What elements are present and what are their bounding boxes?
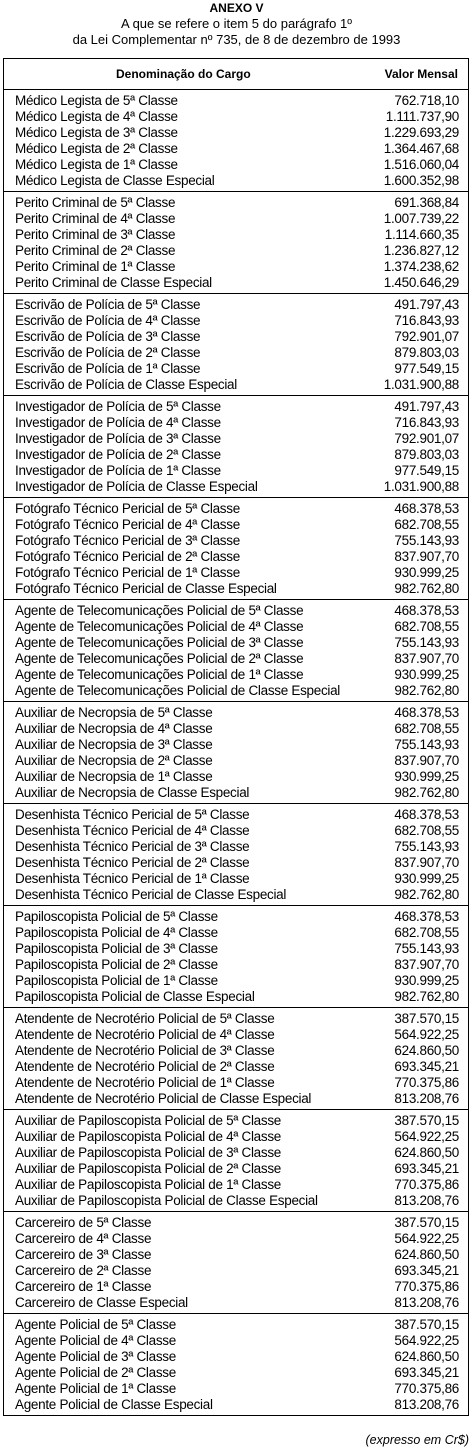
table-row	[4, 377, 468, 393]
job-title: Atendente de Necrotério Policial de 5ª Classe	[15, 1011, 275, 1026]
job-title: Perito Criminal de 4ª Classe	[15, 211, 176, 226]
table-row	[4, 173, 468, 189]
job-title: Fotógrafo Técnico Pericial de 5ª Classe	[15, 501, 240, 516]
monthly-value: 1.007.739,22	[383, 211, 459, 226]
monthly-value: 879.803,03	[394, 447, 459, 462]
job-title: Fotógrafo Técnico Pericial de 1ª Classe	[15, 565, 240, 580]
job-group	[4, 294, 468, 396]
table-row	[4, 1075, 468, 1091]
table-row	[4, 973, 468, 989]
job-title: Escrivão de Polícia de 3ª Classe	[15, 329, 201, 344]
monthly-value: 792.901,07	[394, 329, 459, 344]
monthly-value: 930.999,25	[394, 769, 459, 784]
job-title: Médico Legista de 5ª Classe	[15, 93, 178, 108]
table-row	[4, 941, 468, 957]
job-group	[4, 1110, 468, 1212]
monthly-value: 1.364.467,68	[383, 141, 459, 156]
job-title: Investigador de Polícia de 5ª Classe	[15, 399, 221, 414]
job-title: Escrivão de Polícia de 5ª Classe	[15, 297, 201, 312]
job-title: Agente de Telecomunicações Policial de 2ª Classe	[15, 651, 304, 666]
job-title: Agente de Telecomunicações Policial de Classe Especial	[15, 683, 340, 698]
table-row	[4, 1011, 468, 1027]
job-title: Agente de Telecomunicações Policial de 4ª Classe	[15, 619, 304, 634]
monthly-value: 755.143,93	[394, 839, 459, 854]
table-row	[4, 1091, 468, 1107]
monthly-value: 491.797,43	[394, 297, 459, 312]
monthly-value: 982.762,80	[394, 683, 459, 698]
job-group	[4, 804, 468, 906]
table-row	[4, 243, 468, 259]
table-row	[4, 109, 468, 125]
column-header-monthly-value: Valor Mensal	[384, 67, 458, 81]
job-title: Auxiliar de Papiloscopista Policial de 3ª Classe	[15, 1145, 281, 1160]
table-row	[4, 275, 468, 291]
job-title: Auxiliar de Necropsia de 5ª Classe	[15, 705, 213, 720]
monthly-value: 682.708,55	[394, 721, 459, 736]
job-title: Médico Legista de 4ª Classe	[15, 109, 178, 124]
table-row	[4, 1333, 468, 1349]
monthly-value: 792.901,07	[394, 431, 459, 446]
table-row	[4, 1027, 468, 1043]
job-title: Carcereiro de 4ª Classe	[15, 1231, 152, 1246]
monthly-value: 755.143,93	[394, 737, 459, 752]
job-title: Investigador de Polícia de Classe Especial	[15, 479, 258, 494]
job-title: Auxiliar de Necropsia de Classe Especial	[15, 785, 250, 800]
monthly-value: 837.907,70	[394, 753, 459, 768]
monthly-value: 930.999,25	[394, 871, 459, 886]
table-row	[4, 839, 468, 855]
job-title: Médico Legista de 2ª Classe	[15, 141, 178, 156]
table-row	[4, 345, 468, 361]
monthly-value: 930.999,25	[394, 667, 459, 682]
monthly-value: 564.922,25	[394, 1027, 459, 1042]
table-row	[4, 415, 468, 431]
table-row	[4, 141, 468, 157]
table-row	[4, 1247, 468, 1263]
monthly-value: 693.345,21	[394, 1263, 459, 1278]
table-row	[4, 705, 468, 721]
job-title: Agente Policial de 4ª Classe	[15, 1333, 176, 1348]
table-row	[4, 565, 468, 581]
table-row	[4, 329, 468, 345]
table-row	[4, 211, 468, 227]
job-title: Desenhista Técnico Pericial de 2ª Classe	[15, 855, 250, 870]
table-row	[4, 447, 468, 463]
table-row	[4, 1043, 468, 1059]
monthly-value: 682.708,55	[394, 619, 459, 634]
table-row	[4, 1145, 468, 1161]
monthly-value: 716.843,93	[394, 415, 459, 430]
table-row	[4, 1177, 468, 1193]
job-title: Auxiliar de Papiloscopista Policial de 4ª Classe	[15, 1129, 281, 1144]
monthly-value: 1.031.900,88	[383, 377, 459, 392]
monthly-value: 755.143,93	[394, 941, 459, 956]
table-row	[4, 313, 468, 329]
monthly-value: 977.549,15	[394, 361, 459, 376]
table-body	[4, 90, 468, 1416]
table-row	[4, 619, 468, 635]
annex-reference-line-1: A que se refere o item 5 do parágrafo 1º	[121, 16, 352, 31]
job-title: Carcereiro de Classe Especial	[15, 1295, 188, 1310]
monthly-value: 1.516.060,04	[383, 157, 459, 172]
job-title: Fotógrafo Técnico Pericial de 3ª Classe	[15, 533, 240, 548]
job-title: Agente Policial de 5ª Classe	[15, 1317, 176, 1332]
table-row	[4, 1279, 468, 1295]
monthly-value: 1.374.238,62	[383, 259, 459, 274]
job-title: Investigador de Polícia de 3ª Classe	[15, 431, 221, 446]
job-title: Desenhista Técnico Pericial de 4ª Classe	[15, 823, 250, 838]
monthly-value: 982.762,80	[394, 989, 459, 1004]
table-row	[4, 871, 468, 887]
table-row	[4, 581, 468, 597]
table-row	[4, 125, 468, 141]
job-title: Papiloscopista Policial de 3ª Classe	[15, 941, 218, 956]
job-title: Desenhista Técnico Pericial de 5ª Classe	[15, 807, 250, 822]
table-row	[4, 227, 468, 243]
job-group	[4, 1008, 468, 1110]
table-row	[4, 1397, 468, 1413]
monthly-value: 624.860,50	[394, 1349, 459, 1364]
job-title: Carcereiro de 2ª Classe	[15, 1263, 152, 1278]
table-row	[4, 1113, 468, 1129]
job-title: Atendente de Necrotério Policial de 2ª Classe	[15, 1059, 275, 1074]
monthly-value: 691.368,84	[394, 195, 459, 210]
table-row	[4, 1215, 468, 1231]
job-title: Médico Legista de 1ª Classe	[15, 157, 178, 172]
monthly-value: 770.375,86	[394, 1279, 459, 1294]
monthly-value: 1.450.646,29	[383, 275, 459, 290]
monthly-value: 564.922,25	[394, 1231, 459, 1246]
table-row	[4, 297, 468, 313]
table-row	[4, 721, 468, 737]
monthly-value: 837.907,70	[394, 957, 459, 972]
monthly-value: 982.762,80	[394, 581, 459, 596]
monthly-value: 762.718,10	[394, 93, 459, 108]
job-title: Agente de Telecomunicações Policial de 1ª Classe	[15, 667, 304, 682]
job-title: Papiloscopista Policial de Classe Especial	[15, 989, 255, 1004]
job-group	[4, 396, 468, 498]
monthly-value: 1.031.900,88	[383, 479, 459, 494]
monthly-value: 468.378,53	[394, 909, 459, 924]
table-row	[4, 855, 468, 871]
job-title: Investigador de Polícia de 4ª Classe	[15, 415, 221, 430]
table-row	[4, 517, 468, 533]
monthly-value: 693.345,21	[394, 1365, 459, 1380]
job-group	[4, 1314, 468, 1416]
monthly-value: 624.860,50	[394, 1145, 459, 1160]
table-row	[4, 157, 468, 173]
monthly-value: 813.208,76	[394, 1397, 459, 1412]
table-row	[4, 1263, 468, 1279]
job-group	[4, 600, 468, 702]
job-title: Carcereiro de 1ª Classe	[15, 1279, 152, 1294]
table-row	[4, 753, 468, 769]
job-title: Investigador de Polícia de 2ª Classe	[15, 447, 221, 462]
table-row	[4, 195, 468, 211]
monthly-value: 982.762,80	[394, 887, 459, 902]
monthly-value: 624.860,50	[394, 1247, 459, 1262]
table-row	[4, 737, 468, 753]
job-title: Perito Criminal de 5ª Classe	[15, 195, 176, 210]
table-row	[4, 1161, 468, 1177]
job-title: Fotógrafo Técnico Pericial de 4ª Classe	[15, 517, 240, 532]
job-title: Auxiliar de Papiloscopista Policial de Classe Especial	[15, 1193, 318, 1208]
table-row	[4, 1193, 468, 1209]
monthly-value: 930.999,25	[394, 973, 459, 988]
table-row	[4, 1295, 468, 1311]
job-title: Fotógrafo Técnico Pericial de Classe Especial	[15, 581, 277, 596]
table-row	[4, 651, 468, 667]
monthly-value: 387.570,15	[394, 1113, 459, 1128]
job-title: Agente Policial de 3ª Classe	[15, 1349, 176, 1364]
monthly-value: 693.345,21	[394, 1161, 459, 1176]
table-row	[4, 399, 468, 415]
job-title: Desenhista Técnico Pericial de 3ª Classe	[15, 839, 250, 854]
document-header	[0, 0, 473, 48]
monthly-value: 770.375,86	[394, 1177, 459, 1192]
job-group	[4, 906, 468, 1008]
table-row	[4, 1059, 468, 1075]
monthly-value: 813.208,76	[394, 1193, 459, 1208]
monthly-value: 1.600.352,98	[383, 173, 459, 188]
currency-footnote: (expresso em Cr$)	[365, 1433, 469, 1447]
monthly-value: 1.229.693,29	[383, 125, 459, 140]
table-row	[4, 769, 468, 785]
monthly-value: 813.208,76	[394, 1295, 459, 1310]
table-row	[4, 361, 468, 377]
monthly-value: 1.114.660,35	[384, 227, 459, 242]
job-title: Carcereiro de 5ª Classe	[15, 1215, 152, 1230]
table-header	[4, 59, 468, 90]
job-title: Atendente de Necrotério Policial de 3ª Classe	[15, 1043, 275, 1058]
monthly-value: 837.907,70	[394, 855, 459, 870]
job-title: Papiloscopista Policial de 5ª Classe	[15, 909, 218, 924]
table-row	[4, 533, 468, 549]
salary-table	[3, 58, 469, 1416]
table-row	[4, 259, 468, 275]
job-title: Auxiliar de Necropsia de 3ª Classe	[15, 737, 213, 752]
job-title: Agente de Telecomunicações Policial de 5ª Classe	[15, 603, 304, 618]
job-title: Perito Criminal de 1ª Classe	[15, 259, 176, 274]
monthly-value: 468.378,53	[394, 705, 459, 720]
monthly-value: 387.570,15	[394, 1317, 459, 1332]
job-group	[4, 192, 468, 294]
monthly-value: 837.907,70	[394, 549, 459, 564]
monthly-value: 387.570,15	[394, 1011, 459, 1026]
monthly-value: 813.208,76	[394, 1091, 459, 1106]
table-row	[4, 549, 468, 565]
job-title: Fotógrafo Técnico Pericial de 2ª Classe	[15, 549, 240, 564]
job-group	[4, 702, 468, 804]
monthly-value: 1.236.827,12	[383, 243, 459, 258]
job-title: Papiloscopista Policial de 1ª Classe	[15, 973, 218, 988]
monthly-value: 982.762,80	[394, 785, 459, 800]
job-title: Auxiliar de Necropsia de 2ª Classe	[15, 753, 213, 768]
monthly-value: 564.922,25	[394, 1129, 459, 1144]
table-row	[4, 887, 468, 903]
job-title: Atendente de Necrotério Policial de Classe Especial	[15, 1091, 312, 1106]
job-title: Auxiliar de Papiloscopista Policial de 5ª Classe	[15, 1113, 281, 1128]
monthly-value: 682.708,55	[394, 925, 459, 940]
table-row	[4, 909, 468, 925]
job-title: Médico Legista de Classe Especial	[15, 173, 215, 188]
table-row	[4, 603, 468, 619]
table-row	[4, 1365, 468, 1381]
monthly-value: 716.843,93	[394, 313, 459, 328]
table-row	[4, 501, 468, 517]
job-title: Papiloscopista Policial de 4ª Classe	[15, 925, 218, 940]
monthly-value: 564.922,25	[394, 1333, 459, 1348]
table-row	[4, 93, 468, 109]
job-title: Atendente de Necrotério Policial de 4ª Classe	[15, 1027, 275, 1042]
job-title: Escrivão de Polícia de 1ª Classe	[15, 361, 201, 376]
table-row	[4, 989, 468, 1005]
annex-reference-line-2: da Lei Complementar nº 735, de 8 de dezembro de 1993	[72, 32, 401, 47]
job-title: Desenhista Técnico Pericial de 1ª Classe	[15, 871, 250, 886]
job-title: Agente de Telecomunicações Policial de 3ª Classe	[15, 635, 304, 650]
monthly-value: 930.999,25	[394, 565, 459, 580]
table-row	[4, 431, 468, 447]
job-title: Perito Criminal de 3ª Classe	[15, 227, 176, 242]
job-title: Desenhista Técnico Pericial de Classe Especial	[15, 887, 287, 902]
table-row	[4, 479, 468, 495]
monthly-value: 682.708,55	[394, 517, 459, 532]
monthly-value: 624.860,50	[394, 1043, 459, 1058]
monthly-value: 879.803,03	[394, 345, 459, 360]
job-group	[4, 498, 468, 600]
monthly-value: 770.375,86	[394, 1075, 459, 1090]
job-title: Perito Criminal de Classe Especial	[15, 275, 212, 290]
job-title: Auxiliar de Papiloscopista Policial de 1ª Classe	[15, 1177, 281, 1192]
column-header-denomination: Denominação do Cargo	[116, 67, 251, 81]
monthly-value: 468.378,53	[394, 501, 459, 516]
table-row	[4, 683, 468, 699]
job-title: Auxiliar de Necropsia de 1ª Classe	[15, 769, 213, 784]
monthly-value: 468.378,53	[394, 807, 459, 822]
monthly-value: 977.549,15	[394, 463, 459, 478]
job-title: Médico Legista de 3ª Classe	[15, 125, 178, 140]
job-title: Escrivão de Polícia de Classe Especial	[15, 377, 237, 392]
job-title: Papiloscopista Policial de 2ª Classe	[15, 957, 218, 972]
job-title: Escrivão de Polícia de 4ª Classe	[15, 313, 201, 328]
job-title: Agente Policial de Classe Especial	[15, 1397, 213, 1412]
monthly-value: 693.345,21	[394, 1059, 459, 1074]
table-row	[4, 957, 468, 973]
monthly-value: 1.111.737,90	[385, 109, 459, 124]
monthly-value: 770.375,86	[394, 1381, 459, 1396]
job-group	[4, 1212, 468, 1314]
job-title: Auxiliar de Necropsia de 4ª Classe	[15, 721, 213, 736]
monthly-value: 755.143,93	[394, 635, 459, 650]
job-title: Escrivão de Polícia de 2ª Classe	[15, 345, 201, 360]
monthly-value: 387.570,15	[394, 1215, 459, 1230]
table-row	[4, 635, 468, 651]
table-row	[4, 1231, 468, 1247]
job-title: Agente Policial de 2ª Classe	[15, 1365, 176, 1380]
annex-title: ANEXO V	[209, 1, 264, 15]
job-title: Perito Criminal de 2ª Classe	[15, 243, 176, 258]
job-group	[4, 90, 468, 192]
job-title: Investigador de Polícia de 1ª Classe	[15, 463, 221, 478]
table-row	[4, 463, 468, 479]
table-row	[4, 925, 468, 941]
table-row	[4, 1317, 468, 1333]
job-title: Auxiliar de Papiloscopista Policial de 2ª Classe	[15, 1161, 281, 1176]
table-row	[4, 785, 468, 801]
table-row	[4, 667, 468, 683]
monthly-value: 755.143,93	[394, 533, 459, 548]
job-title: Atendente de Necrotério Policial de 1ª Classe	[15, 1075, 275, 1090]
table-row	[4, 807, 468, 823]
job-title: Agente Policial de 1ª Classe	[15, 1381, 176, 1396]
table-row	[4, 1381, 468, 1397]
monthly-value: 491.797,43	[394, 399, 459, 414]
monthly-value: 682.708,55	[394, 823, 459, 838]
monthly-value: 837.907,70	[394, 651, 459, 666]
table-row	[4, 1129, 468, 1145]
table-row	[4, 823, 468, 839]
job-title: Carcereiro de 3ª Classe	[15, 1247, 152, 1262]
monthly-value: 468.378,53	[394, 603, 459, 618]
table-row	[4, 1349, 468, 1365]
